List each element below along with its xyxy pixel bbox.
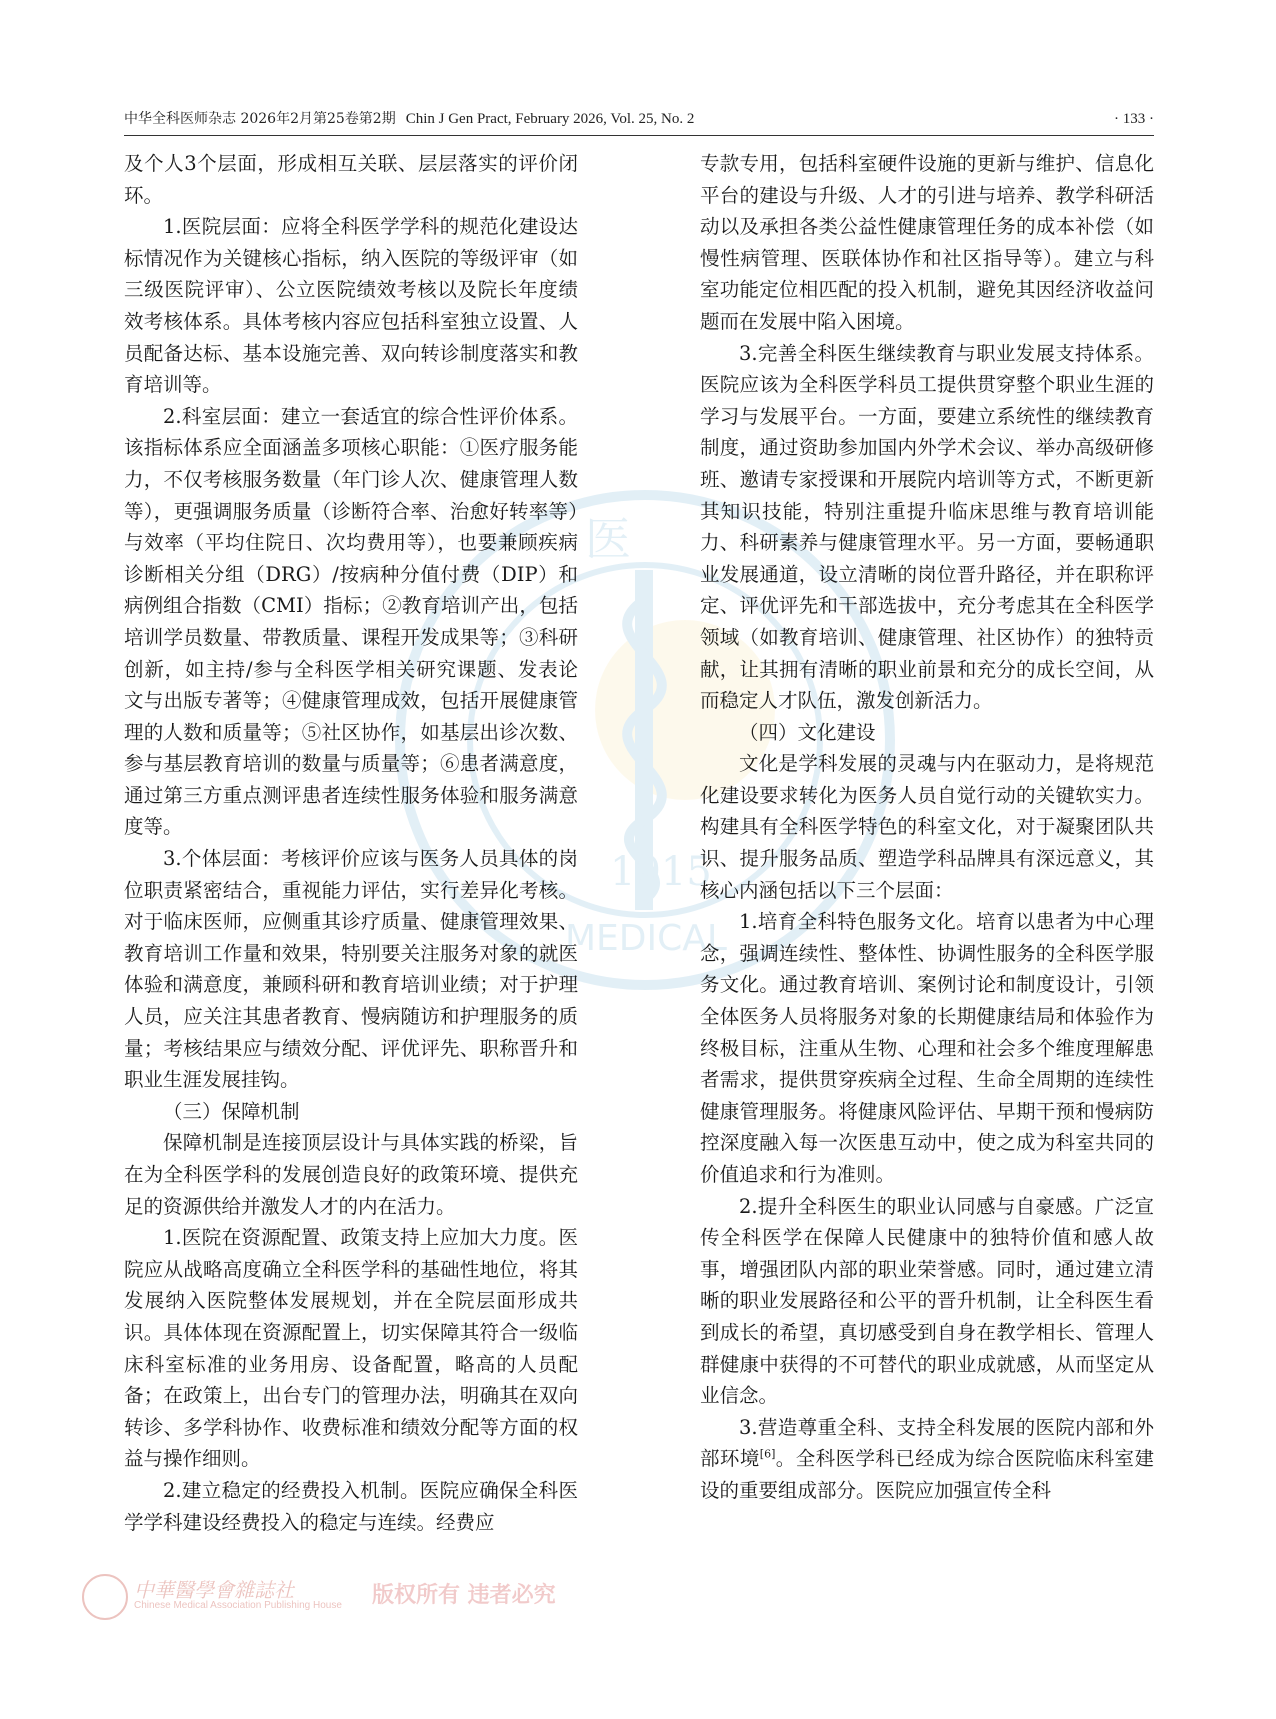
paragraph-text: 3.营造尊重全科、支持全科发展的医院内部和外部环境 [700, 1415, 1154, 1471]
publisher-logo [82, 1570, 602, 1620]
header-rule [124, 135, 1154, 136]
publisher-seal-icon [82, 1574, 128, 1620]
paragraph: 3.个体层面：考核评价应该与医务人员具体的岗位职责紧密结合，重视能力评估，实行差异化考核。对于临床医师，应侧重其诊疗质量、健康管理效果、教育培训工作量和效果，特别要关注服务对象的就医体验和满意度，兼顾科研和教育培训业绩；对于护理人员，应关注其患者教育、慢病随访和护理服务的质量；考核结果应与绩效分配、评优评先、职称晋升和职业生涯发展挂钩。 [124, 847, 578, 1092]
paragraph: 1.医院层面：应将全科医学学科的规范化建设达标情况作为关键核心指标，纳入医院的等级评审（如三级医院评审）、公立医院绩效考核以及院长年度绩效考核体系。具体考核内容应包括科室独立设置、人员配备达标、基本设施完善、双向转诊制度落实和教育培训等。 [124, 215, 578, 397]
citation-link[interactable]: [6] [759, 1447, 776, 1461]
paragraph-text: 。全科医学科已经成为综合医院临床科室建设的重要组成部分。医院应加强宣传全科 [700, 1447, 1154, 1502]
paragraph: 保障机制是连接顶层设计与具体实践的桥梁，旨在为全科医学科的发展创造良好的政策环境、提供充足的资源供给并激发人才的内在活力。 [124, 1131, 578, 1218]
paragraph: 1.医院在资源配置、政策支持上应加大力度。医院应从战略高度确立全科医学科的基础性地位，将其发展纳入医院整体发展规划，并在全院层面形成共识。具体体现在资源配置上，切实保障其符合一级临床科室标准的业务用房、设备配置，略高的人员配备；在政策上，出台专门的管理办法，明确其在双向转诊、多学科协作、收费标准和绩效分配等方面的权益与操作细则。 [124, 1226, 578, 1471]
publisher-name-cn: 中華醫學會雜誌社 [134, 1578, 294, 1602]
svg-text:1915: 1915 [610, 849, 712, 895]
section-heading: （三）保障机制 [163, 1099, 300, 1123]
journal-title [124, 106, 694, 132]
paragraph: 专款专用，包括科室硬件设施的更新与维护、信息化平台的建设与升级、人才的引进与培养、教学科研活动以及承担各类公益性健康管理任务的成本补偿（如慢性病管理、医联体协作和社区指导等）。建立与科室功能定位相匹配的投入机制，避免其因经济收益问题而在发展中陷入困境。 [700, 152, 1154, 333]
journal-title-cn: 中华全科医师杂志 2026年2月第25卷第2期 [124, 111, 396, 127]
running-header [124, 106, 1154, 132]
publisher-name-en: Chinese Medical Association Publishing House [134, 1600, 342, 1611]
svg-text:MEDICAL: MEDICAL [565, 918, 727, 959]
paragraph: 2.建立稳定的经费投入机制。医院应确保全科医学学科建设经费投入的稳定与连续。经费应 [124, 1478, 578, 1534]
paragraph: 2.科室层面：建立一套适宜的综合性评价体系。该指标体系应全面涵盖多项核心职能：①医疗服务能力，不仅考核服务数量（年门诊人次、健康管理人数等），更强调服务质量（诊断符合率、治愈好转率等）与效率（平均住院日、次均费用等），也要兼顾疾病诊断相关分组（DRG）/按病种分值付费（DIP）和病例组合指数（CMI）指标；②教育培训产出，包括培训学员数量、带教质量、课程开发成果等；③科研创新，如主持/参与全科医学相关研究课题、发表论文与出版专著等；④健康管理成效，包括开展健康管理的人数和质量等；⑤社区协作，如基层出诊次数、参与基层教育培训的数量与质量等；⑥患者满意度，通过第三方重点测评患者连续性服务体验和服务满意度等。 [124, 404, 578, 839]
paragraph: 3.完善全科医生继续教育与职业发展支持体系。医院应该为全科医学科员工提供贯穿整个职业生涯的学习与发展平台。一方面，要建立系统性的继续教育制度，通过资助参加国内外学术会议、举办高级研修班、邀请专家授课和开展院内培训等方式，不断更新其知识技能，特别注重提升临床思维与教育培训能力、科研素养与健康管理水平。另一方面，要畅通职业发展通道，设立清晰的岗位晋升路径，并在职称评定、评优评先和干部选拔中，充分考虑其在全科医学领域（如教育培训、健康管理、社区协作）的独特贡献，让其拥有清晰的职业前景和充分的成长空间，从而稳定人才队伍，激发创新活力。 [700, 341, 1154, 713]
journal-title-en: Chin J Gen Pract, February 2026, Vol. 25, No. 2 [405, 111, 695, 127]
paragraph: 1.培育全科特色服务文化。培育以患者为中心理念，强调连续性、整体性、协调性服务的全科医学服务文化。通过教育培训、案例讨论和制度设计，引领全体医务人员将服务对象的长期健康结局和体验作为终极目标，注重从生物、心理和社会多个维度理解患者需求，提供贯穿疾病全过程、生命全周期的连续性健康管理服务。将健康风险评估、早期干预和慢病防控深度融入每一次医患互动中，使之成为科室共同的价值追求和行为准则。 [700, 910, 1154, 1186]
right-column [700, 148, 1154, 1598]
left-column [124, 148, 578, 1598]
paragraph: 及个人3个层面，形成相互关联、层层落实的评价闭环。 [124, 152, 578, 207]
paragraph [700, 1412, 1154, 1507]
paragraph: 文化是学科发展的灵魂与内在驱动力，是将规范化建设要求转化为医务人员自觉行动的关键软实力。构建具有全科医学特色的科室文化，对于凝聚团队共识、提升服务品质、塑造学科品牌具有深远意义，其核心内涵包括以下三个层面： [700, 752, 1154, 902]
svg-text:医: 医 [585, 512, 631, 566]
section-heading: （四）文化建设 [739, 720, 876, 744]
copyright-slogan: 版权所有 违者必究 [372, 1582, 556, 1608]
page-number: · 133 · [1114, 111, 1154, 127]
paragraph: 2.提升全科医生的职业认同感与自豪感。广泛宣传全科医学在保障人民健康中的独特价值和感人故事，增强团队内部的职业荣誉感。同时，通过建立清晰的职业发展路径和公平的晋升机制，让全科医生看到成长的希望，真切感受到自身在教学相长、管理人群健康中获得的不可替代的职业成就感，从而坚定从业信念。 [700, 1194, 1154, 1408]
